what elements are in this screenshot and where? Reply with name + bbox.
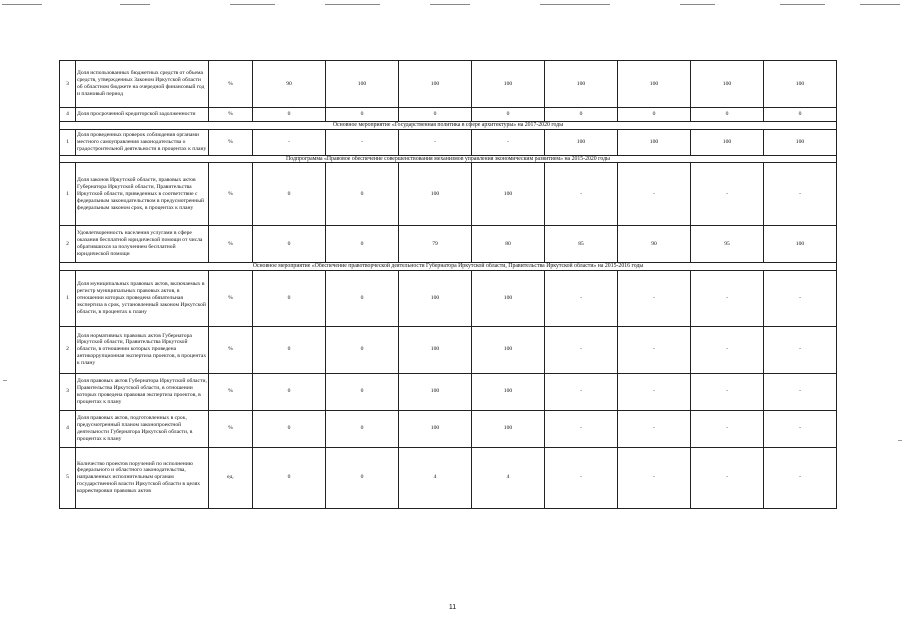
value-cell: 0 xyxy=(618,108,691,122)
indicator-row xyxy=(60,447,837,508)
row-number: 4 xyxy=(60,108,76,122)
unit-cell: % xyxy=(209,163,253,226)
value-cell: 0 xyxy=(253,410,326,447)
row-number: 3 xyxy=(60,373,76,410)
value-cell: - xyxy=(691,410,764,447)
value-cell: 100 xyxy=(618,129,691,155)
value-cell: 100 xyxy=(399,373,472,410)
value-cell: 0 xyxy=(472,108,545,122)
value-cell: - xyxy=(545,326,618,373)
value-cell: - xyxy=(618,373,691,410)
unit-cell: % xyxy=(209,226,253,263)
value-cell: - xyxy=(253,129,326,155)
value-cell: 0 xyxy=(326,226,399,263)
value-cell: 0 xyxy=(326,373,399,410)
indicator-name: Удовлетворенность населения услугами в сфере оказания бесплатной юридической помощи от числа обратившихся за получением бесплатной юридической помощи xyxy=(76,226,209,263)
value-cell: 0 xyxy=(326,270,399,326)
row-number: 4 xyxy=(60,410,76,447)
value-cell: - xyxy=(764,163,837,226)
value-cell: - xyxy=(691,373,764,410)
value-cell: 0 xyxy=(326,410,399,447)
unit-cell: ед. xyxy=(209,447,253,508)
value-cell: 100 xyxy=(399,326,472,373)
value-cell: 100 xyxy=(472,163,545,226)
value-cell: 100 xyxy=(545,61,618,108)
row-number: 3 xyxy=(60,61,76,108)
value-cell: 100 xyxy=(764,129,837,155)
row-number: 1 xyxy=(60,270,76,326)
value-cell: 100 xyxy=(472,61,545,108)
value-cell: 0 xyxy=(253,226,326,263)
value-cell: 0 xyxy=(326,108,399,122)
value-cell: 100 xyxy=(326,61,399,108)
value-cell: 100 xyxy=(691,129,764,155)
value-cell: 0 xyxy=(253,108,326,122)
value-cell: 0 xyxy=(764,108,837,122)
indicator-row xyxy=(60,410,837,447)
value-cell: 4 xyxy=(472,447,545,508)
value-cell: 0 xyxy=(253,373,326,410)
unit-cell: % xyxy=(209,326,253,373)
value-cell: 100 xyxy=(472,410,545,447)
section-header-row xyxy=(60,155,837,163)
row-number: 5 xyxy=(60,447,76,508)
value-cell: - xyxy=(764,447,837,508)
scan-mark xyxy=(3,380,7,381)
value-cell: 80 xyxy=(472,226,545,263)
section-title: Основное мероприятие «Обеспечение правотворческой деятельности Губернатора Иркутской области, Правительства Иркутской области» на 2015-2016 годы xyxy=(60,263,837,271)
value-cell: - xyxy=(764,373,837,410)
value-cell: - xyxy=(764,270,837,326)
row-number: 2 xyxy=(60,326,76,373)
unit-cell: % xyxy=(209,61,253,108)
indicator-row xyxy=(60,61,837,108)
value-cell: 100 xyxy=(472,326,545,373)
value-cell: - xyxy=(691,163,764,226)
value-cell: 90 xyxy=(253,61,326,108)
indicator-name: Доля нормативных правовых актов Губернатора Иркутской области, Правительства Иркутской области, в отношении которых проведена антикоррупционная экспертиза проектов, в процентах к плану xyxy=(76,326,209,373)
value-cell: - xyxy=(618,410,691,447)
value-cell: 100 xyxy=(545,129,618,155)
value-cell: - xyxy=(399,129,472,155)
indicator-row xyxy=(60,163,837,226)
value-cell: - xyxy=(326,129,399,155)
value-cell: - xyxy=(545,447,618,508)
value-cell: - xyxy=(545,163,618,226)
indicator-row xyxy=(60,373,837,410)
indicator-name: Доля использованных бюджетных средств от объема средств, утвержденных Законом Иркутской области об областном бюджете на очередной финансовый год и плановый период xyxy=(76,61,209,108)
indicator-row xyxy=(60,108,837,122)
row-number: 1 xyxy=(60,129,76,155)
value-cell: - xyxy=(618,270,691,326)
indicator-row xyxy=(60,326,837,373)
value-cell: 0 xyxy=(545,108,618,122)
indicator-name: Количество проектов поручений по исполнению федерального и областного законодательства, направленных исполнительным органам государственной власти Иркутской области в целях корректировки правовых актов xyxy=(76,447,209,508)
value-cell: - xyxy=(618,326,691,373)
row-number: 2 xyxy=(60,226,76,263)
value-cell: 0 xyxy=(253,326,326,373)
indicators-table xyxy=(59,60,837,509)
indicator-name: Доля законов Иркутской области, правовых актов Губернатора Иркутской области, Правительства Иркутской области, приведенных в соответствие с федеральным законодательством в предусмотренный федеральным законом срок, в процентах к плану xyxy=(76,163,209,226)
value-cell: 0 xyxy=(691,108,764,122)
page-number: 11 xyxy=(448,604,457,611)
value-cell: 100 xyxy=(691,61,764,108)
indicator-name: Доля проведенных проверок соблюдения органами местного самоуправления законодательства о градостроительной деятельности в процентах к плану xyxy=(76,129,209,155)
value-cell: 100 xyxy=(399,61,472,108)
section-header-row xyxy=(60,263,837,271)
value-cell: - xyxy=(618,447,691,508)
value-cell: 0 xyxy=(326,326,399,373)
value-cell: - xyxy=(545,270,618,326)
value-cell: - xyxy=(545,410,618,447)
value-cell: 100 xyxy=(399,410,472,447)
value-cell: 100 xyxy=(399,270,472,326)
value-cell: 100 xyxy=(472,270,545,326)
value-cell: - xyxy=(764,410,837,447)
value-cell: - xyxy=(691,326,764,373)
indicator-row xyxy=(60,270,837,326)
value-cell: 100 xyxy=(764,226,837,263)
indicator-name: Доля правовых актов Губернатора Иркутской области, Правительства Иркутской области, в отношении которых проведена правовая экспертиза проектов, в процентах к плану xyxy=(76,373,209,410)
unit-cell: % xyxy=(209,373,253,410)
indicator-name: Доля правовых актов, подготовленных в срок, предусмотренный планом законопроектной деятельности Губернатора Иркутской области, в процентах к плану xyxy=(76,410,209,447)
value-cell: - xyxy=(545,373,618,410)
value-cell: - xyxy=(618,163,691,226)
unit-cell: % xyxy=(209,129,253,155)
scan-top-border xyxy=(0,4,905,6)
section-title: Подпрограмма «Правовое обеспечение совершенствования механизмов управления экономическим развитием» на 2015-2020 годы xyxy=(60,155,837,163)
value-cell: 0 xyxy=(253,447,326,508)
value-cell: 0 xyxy=(253,270,326,326)
value-cell: 4 xyxy=(399,447,472,508)
value-cell: 100 xyxy=(472,373,545,410)
unit-cell: % xyxy=(209,410,253,447)
value-cell: 85 xyxy=(545,226,618,263)
value-cell: 79 xyxy=(399,226,472,263)
value-cell: 100 xyxy=(618,61,691,108)
value-cell: - xyxy=(691,270,764,326)
indicator-row xyxy=(60,129,837,155)
row-number: 1 xyxy=(60,163,76,226)
value-cell: 0 xyxy=(253,163,326,226)
value-cell: 95 xyxy=(691,226,764,263)
indicator-name: Доля просроченной кредиторской задолженности xyxy=(76,108,209,122)
value-cell: - xyxy=(472,129,545,155)
value-cell: 100 xyxy=(764,61,837,108)
value-cell: 90 xyxy=(618,226,691,263)
scan-mark xyxy=(898,440,902,441)
unit-cell: % xyxy=(209,108,253,122)
value-cell: - xyxy=(764,326,837,373)
section-header-row xyxy=(60,122,837,130)
value-cell: 0 xyxy=(399,108,472,122)
section-title: Основное мероприятие «Государственная политика в сфере архитектуры» на 2017-2020 годы xyxy=(60,122,837,130)
value-cell: 0 xyxy=(326,447,399,508)
indicator-row xyxy=(60,226,837,263)
value-cell: 100 xyxy=(399,163,472,226)
unit-cell: % xyxy=(209,270,253,326)
value-cell: 0 xyxy=(326,163,399,226)
indicator-name: Доля муниципальных правовых актов, включаемых в регистр муниципальных правовых актов, в отношении которых проведена обязательная экспертиза в срок, установленный законом Иркутской области, в процентах к плану xyxy=(76,270,209,326)
value-cell: - xyxy=(691,447,764,508)
